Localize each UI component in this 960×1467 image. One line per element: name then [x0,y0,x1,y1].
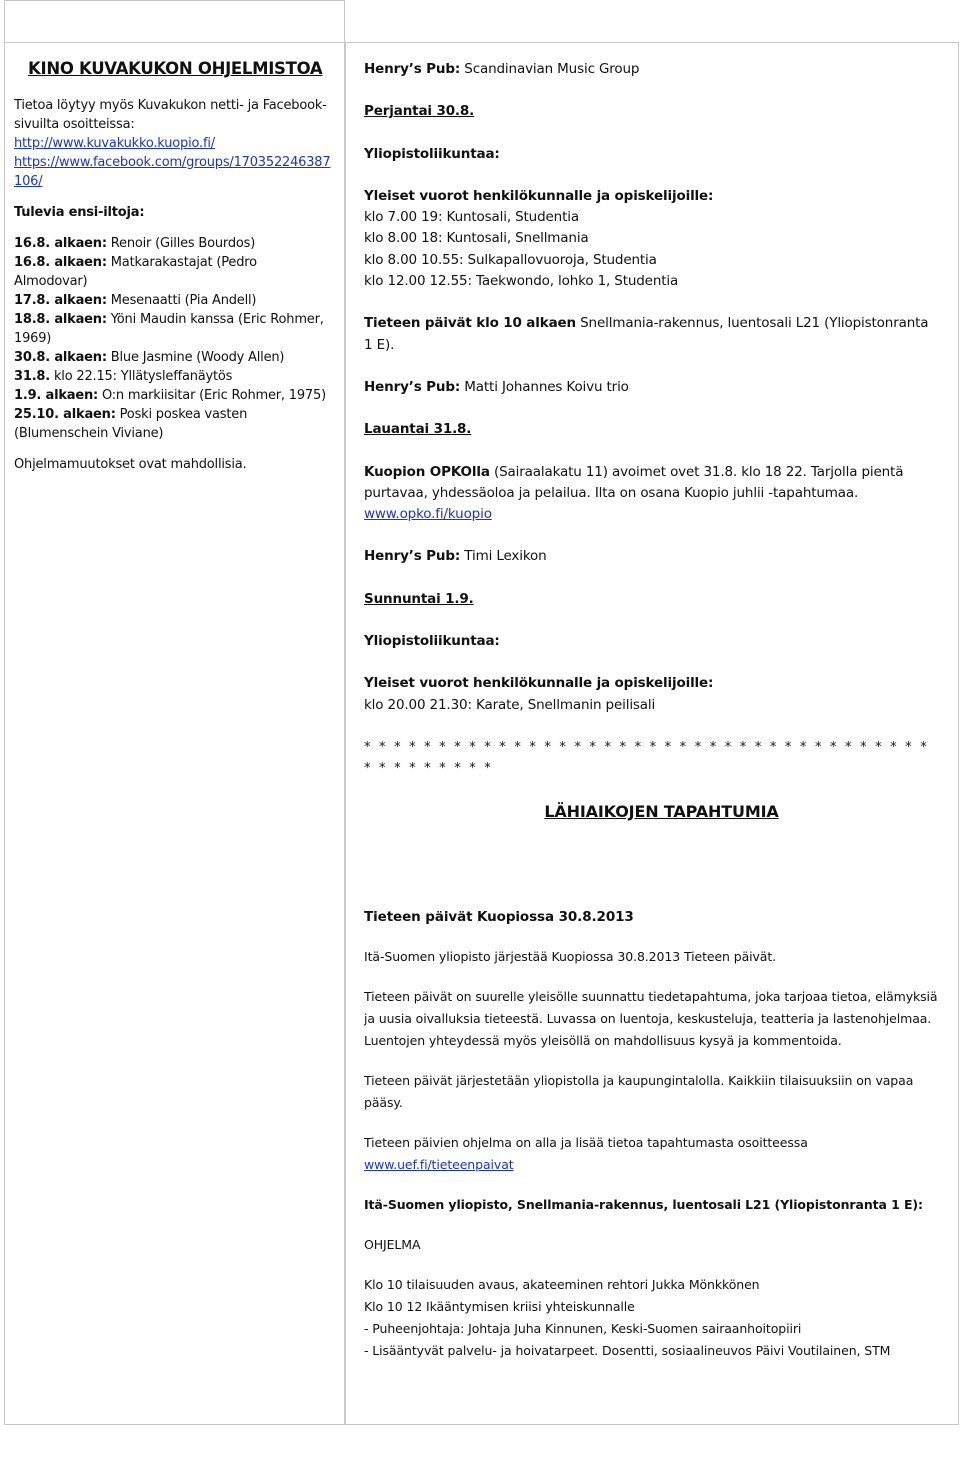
film-date: 17.8. alkaen: [14,293,107,308]
program-item: - Puheenjohtaja: Johtaja Juha Kinnunen, Keski-Suomen sairaanhoitopiiri [364,1320,802,1336]
pub-label: Henry’s Pub: [364,61,461,77]
film-item [14,310,332,348]
sidebar [14,56,332,474]
film-title: O:n markiisitar (Eric Rohmer, 1975) [98,388,326,403]
film-title: klo 22.15: Yllätysleffanäytös [50,369,233,384]
film-item [14,386,332,405]
sidebar-title: KINO KUVAKUKON OHJELMISTOA [28,59,323,78]
venue-heading: Itä-Suomen yliopisto, Snellmania-rakennus, luentosali L21 (Yliopistonranta 1 E): [364,1196,923,1212]
shift-item: klo 8.00 10.55: Sulkapallovuoroja, Studentia [364,251,657,268]
uef-science-days-link[interactable]: www.uef.fi/tieteenpaivat [364,1156,514,1172]
film-date: 25.10. alkaen: [14,407,116,422]
opko-text: (Sairaalakatu 11) avoimet ovet 31.8. klo 18 22. Tarjolla pientä purtavaa, yhdessäoloa ja pelailua. Ilta on osana Kuopio juhlii -tapahtumaa. [364,463,904,501]
pub-event [364,546,939,567]
film-date: 31.8. [14,369,51,384]
program-label: OHJELMA [364,1236,421,1252]
friday-heading: Perjantai 30.8. [364,103,475,120]
film-item [14,253,332,291]
sunday-heading: Sunnuntai 1.9. [364,590,474,607]
opko-notice [364,462,939,505]
main-content [364,59,939,1362]
film-item [14,291,332,310]
film-item [14,405,332,443]
star-divider: * * * * * * * * * * * * * * * * * * * * * * * * * * * * * * * * * * * * * * * * * * * * * * * [364,739,929,777]
film-title: Matkarakastajat (Pedro Almodovar) [14,255,257,289]
shifts-heading: Yleiset vuorot henkilökunnalle ja opiskelijoille: [364,187,714,204]
pub-performer: Timi Lexikon [460,548,547,565]
sport-heading: Yliopistoliikuntaa: [364,633,500,650]
science-days-location: Snellmania-rakennus, luentosali L21 (Yliopistonranta 1 E). [364,315,929,353]
shift-item: klo 7.00 19: Kuntosali, Studentia [364,209,579,226]
science-days-venue-info: Tieteen päivät järjestetään yliopistolla ja kaupungintalolla. Kaikkiin tilaisuuksiin on vapaa pääsy. [364,1072,914,1110]
film-date: 16.8. alkaen: [14,236,107,251]
pub-event [364,377,939,398]
science-days-label: Tieteen päivät klo 10 alkaen [364,315,576,332]
film-date: 30.8. alkaen: [14,350,107,365]
program-item: Klo 10 12 Ikääntymisen kriisi yhteiskunnalle [364,1298,635,1314]
program-item: - Lisääntyvät palvelu- ja hoivatarpeet. Dosentti, sosiaalineuvos Päivi Voutilainen, STM [364,1342,891,1358]
shift-item: klo 20.00 21.30: Karate, Snellmanin peilisali [364,696,656,713]
film-item [14,234,332,253]
events-title: LÄHIAIKOJEN TAPAHTUMIA [544,801,779,821]
science-days-intro: Itä-Suomen yliopisto järjestää Kuopiossa 30.8.2013 Tieteen päivät. [364,948,777,964]
facebook-group-link[interactable]: https://www.facebook.com/groups/170352246387106/ [14,155,331,189]
pub-label: Henry’s Pub: [364,378,461,395]
upcoming-heading: Tulevia ensi-iltoja: [14,205,145,220]
film-date: 16.8. alkaen: [14,255,107,270]
film-title: Mesenaatti (Pia Andell) [106,293,257,308]
film-item [14,367,332,386]
film-title: Poski poskea vasten (Blumenschein Viviane) [14,407,248,441]
film-date: 18.8. alkaen: [14,312,107,327]
pub-performer: Scandinavian Music Group [460,61,640,77]
kuvakukko-website-link[interactable]: http://www.kuvakukko.kuopio.fi/ [14,136,215,151]
sport-heading: Yliopistoliikuntaa: [364,145,500,162]
sidebar-intro: Tietoa löytyy myös Kuvakukon netti- ja Facebook-sivuilta osoitteissa: [14,98,327,132]
pub-label: Henry’s Pub: [364,548,461,565]
science-days-heading: Tieteen päivät Kuopiossa 30.8.2013 [364,908,634,925]
science-days-more-info: Tieteen päivien ohjelma on alla ja lisää tietoa tapahtumasta osoitteessa [364,1134,808,1150]
saturday-heading: Lauantai 31.8. [364,421,472,438]
program-item: Klo 10 tilaisuuden avaus, akateeminen rehtori Jukka Mönkkönen [364,1276,760,1292]
science-days-section [364,906,939,1362]
film-list [14,234,332,443]
science-days-description: Tieteen päivät on suurelle yleisölle suunnattu tiedetapahtuma, joka tarjoaa tietoa, elämyksiä ja uusia oivalluksia tieteestä. Luvassa on luentoja, keskusteluja, teatteria ja lastenohjelmaa. Luentojen yhteydessä myös yleisöllä on mahdollisuus kysyä ja kommentoida. [364,988,938,1048]
film-title: Blue Jasmine (Woody Allen) [106,350,285,365]
shifts-heading: Yleiset vuorot henkilökunnalle ja opiskelijoille: [364,675,714,692]
film-title: Renoir (Gilles Bourdos) [106,236,256,251]
film-item [14,348,332,367]
opko-link[interactable]: www.opko.fi/kuopio [364,506,492,523]
shift-item: klo 8.00 18: Kuntosali, Snellmania [364,230,589,247]
film-title: Yöni Maudin kanssa (Eric Rohmer, 1969) [14,312,324,346]
sidebar-tab-frame [4,0,345,42]
pub-event [364,59,939,80]
film-date: 1.9. alkaen: [14,388,99,403]
pub-performer: Matti Johannes Koivu trio [460,378,629,395]
shift-item: klo 12.00 12.55: Taekwondo, lohko 1, Studentia [364,273,679,290]
science-days-notice [364,313,939,356]
program-change-note: Ohjelmamuutokset ovat mahdollisia. [14,457,247,472]
opko-label: Kuopion OPKOlla [364,463,490,480]
